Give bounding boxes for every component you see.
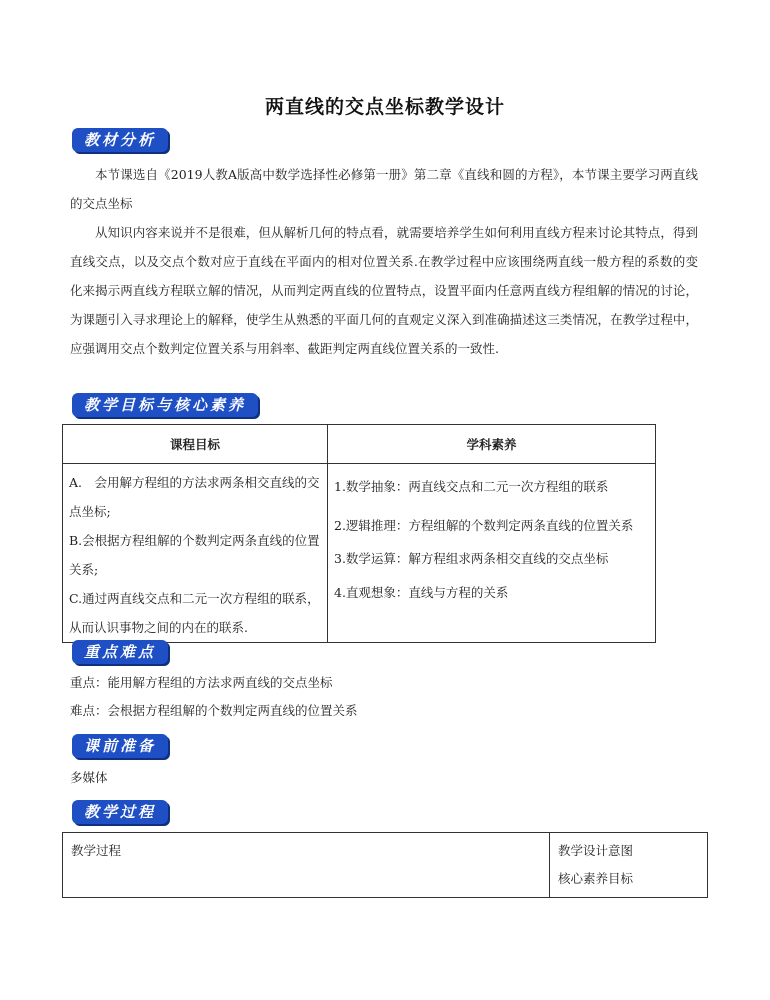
page-title: 两直线的交点坐标教学设计 <box>264 96 505 118</box>
section-badge-prep: 课前准备 <box>72 734 168 758</box>
section-badge-process: 教学过程 <box>72 800 168 824</box>
analysis-paragraph-2: 从知识内容来说并不是很难，但从解析几何的特点看，就需要培养学生如何利用直线方程来讨论其特点，得到直线交点，以及交点个数对应于直线在平面内的相对位置关系.在教学过程中应该围绕两直线一般方程的系数的变化来揭示两直线方程联立解的情况，从而判定两直线的位置特点，设置平面内任意两直线方程组解的情况的讨论，为课题引入寻求理论上的解释，使学生从熟悉的平面几何的直观定义深入到准确描述这三类情况，在教学过程中，应强调用交点个数判定位置关系与用斜率、截距判定两直线位置关系的一致性. <box>70 225 698 356</box>
literacy-item-4: 4.直观想象：直线与方程的关系 <box>334 585 509 600</box>
literacy-cell <box>328 464 656 643</box>
goals-table <box>62 424 656 643</box>
goals-table-body-row <box>63 464 656 643</box>
process-table <box>62 832 708 898</box>
literacy-item-3: 3.数学运算：解方程组求两条相交直线的交点坐标 <box>334 551 609 566</box>
section-badge-goals: 教学目标与核心素养 <box>72 393 258 417</box>
analysis-paragraph-1: 本节课选自《2019人教A版高中数学选择性必修第一册》第二章《直线和圆的方程》，本节课主要学习两直线的交点坐标 <box>70 167 698 211</box>
key-point-text: 重点：能用解方程组的方法求两直线的交点坐标 <box>70 675 333 690</box>
course-goals-cell <box>63 464 328 643</box>
process-left-cell: 教学过程 <box>63 833 550 898</box>
literacy-item-1: 1.数学抽象：两直线交点和二元一次方程组的联系 <box>334 479 609 494</box>
section-badge-keypoints: 重点难点 <box>72 640 168 664</box>
literacy-item-2: 2.逻辑推理：方程组解的个数判定两条直线的位置关系 <box>334 518 634 533</box>
goals-table-header-row <box>63 425 656 464</box>
course-goal-b: B.会根据方程组解的个数判定两条直线的位置关系; <box>69 533 320 577</box>
core-literacy-label: 核心素养目标 <box>558 871 634 886</box>
goals-header-left: 课程目标 <box>63 425 328 464</box>
prep-text: 多媒体 <box>70 770 108 785</box>
course-goal-a: A. 会用解方程组的方法求两条相交直线的交点坐标; <box>69 475 320 519</box>
difficult-point-text: 难点：会根据方程组解的个数判定两直线的位置关系 <box>70 703 358 718</box>
process-right-cell <box>550 833 708 898</box>
process-table-row <box>63 833 708 898</box>
goals-header-right: 学科素养 <box>328 425 656 464</box>
design-intent-label: 教学设计意图 <box>558 843 634 858</box>
course-goal-c: C.通过两直线交点和二元一次方程组的联系，从而认识事物之间的内在的联系. <box>69 591 320 635</box>
section-badge-analysis: 教材分析 <box>72 128 168 152</box>
